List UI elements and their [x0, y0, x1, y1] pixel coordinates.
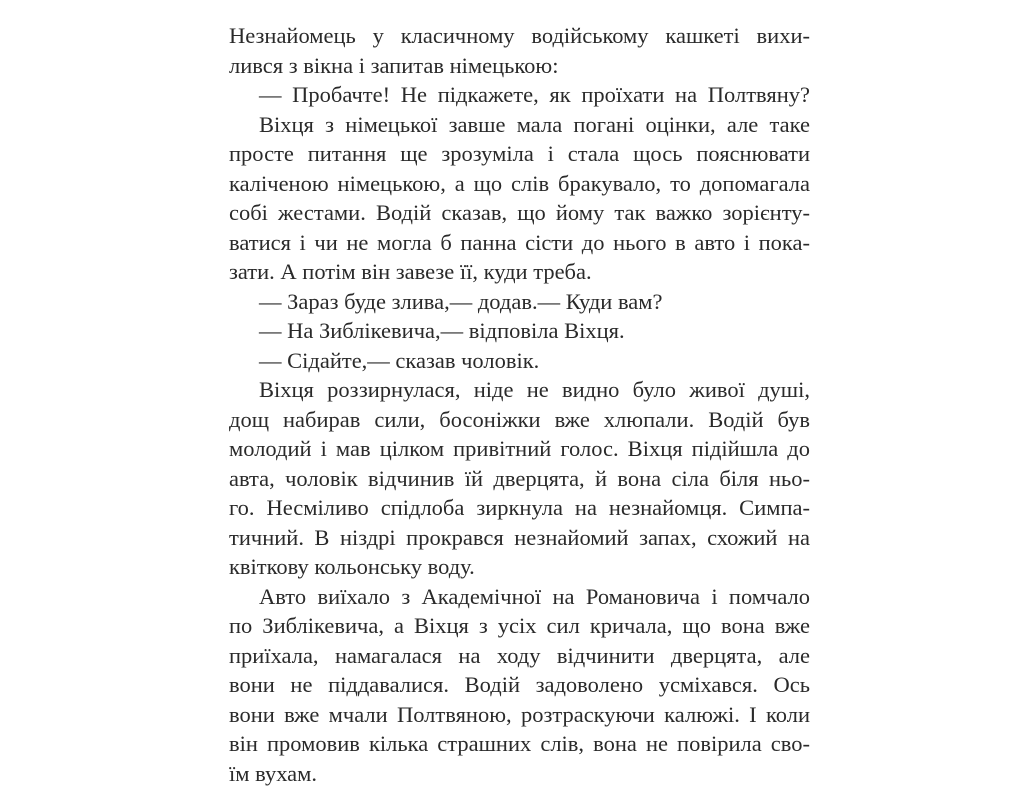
text-line: собі жестами. Водій сказав, що йому так важко зорієнту-	[229, 200, 810, 225]
text-line: каліченою німецькою, а що слів бракувало, то допомагала	[229, 171, 810, 196]
text-line: авта, чоловік відчинив їй дверцята, й вона сіла біля ньо-	[229, 466, 810, 491]
text-line: по Зиблікевича, а Віхця з усіх сил кричала, що вона вже	[229, 613, 810, 638]
text-line: — Сідайте,— сказав чоловік.	[259, 348, 540, 373]
text-line: дощ набирав сили, босоніжки вже хлюпали. Водій був	[229, 407, 810, 432]
text-line: зати. А потім він завезе її, куди треба.	[229, 259, 592, 284]
text-line: приїхала, намагалася на ходу відчинити дверцята, але	[229, 643, 810, 668]
text-line: молодий і мав цілком привітний голос. Віхця підійшла до	[229, 436, 810, 461]
text-line: вони вже мчали Полтвяною, розтраскуючи калюжі. І коли	[229, 702, 810, 727]
text-line: лився з вікна і запитав німецькою:	[229, 53, 559, 78]
text-line: їм вухам.	[229, 761, 318, 786]
text-line: — На Зиблікевича,— відповіла Віхця.	[259, 318, 625, 343]
text-line: Віхця з німецької завше мала погані оцінки, але таке	[259, 112, 810, 137]
text-line: — Пробачте! Не підкажете, як проїхати на Полтвяну?	[259, 82, 810, 107]
text-line: ватися і чи не могла б панна сісти до нього в авто і пока-	[229, 230, 810, 255]
text-line: тичний. В ніздрі прокрався незнайомий запах, схожий на	[229, 525, 810, 550]
text-line: го. Несміливо спідлоба зиркнула на незнайомця. Симпа-	[229, 495, 810, 520]
text-line: вони не піддавалися. Водій задоволено усміхався. Ось	[229, 672, 810, 697]
text-line: Незнайомець у класичному водійському кашкеті вихи-	[229, 23, 810, 48]
text-line: просте питання ще зрозуміла і стала щось пояснювати	[229, 141, 810, 166]
text-line: — Зараз буде злива,— додав.— Куди вам?	[259, 289, 663, 314]
text-line: квіткову кольонську воду.	[229, 554, 475, 579]
text-line: він промовив кілька страшних слів, вона не повірила сво-	[229, 731, 810, 756]
text-line: Авто виїхало з Академічної на Романовича і помчало	[259, 584, 810, 609]
text-line: Віхця роззирнулася, ніде не видно було живої душі,	[259, 377, 810, 402]
